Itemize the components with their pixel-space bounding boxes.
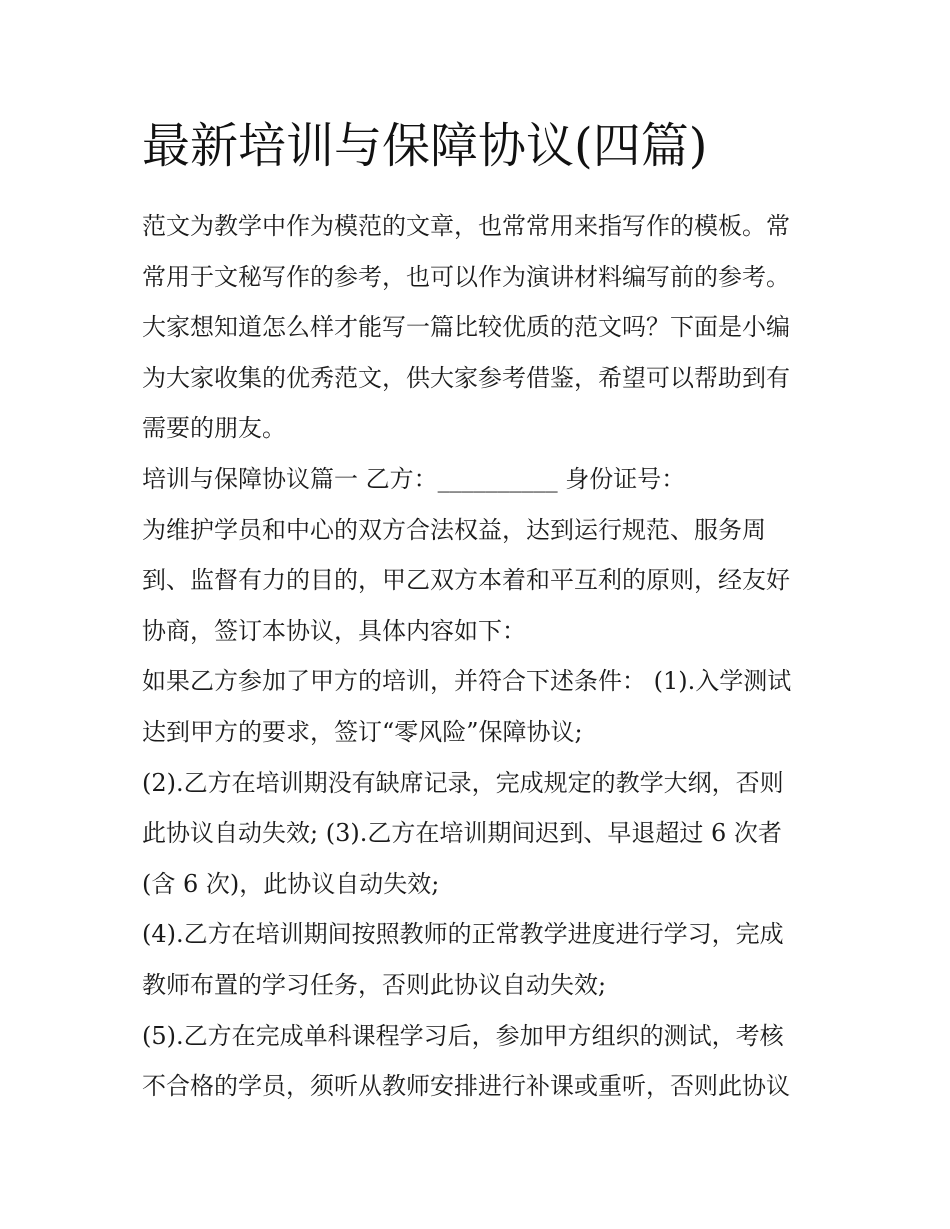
body-line: 为维护学员和中心的双方合法权益，达到运行规范、服务周 <box>142 515 766 544</box>
body-line: 达到甲方的要求，签订“零风险”保障协议; <box>142 717 583 746</box>
body-line: 培训与保障协议篇一 乙方：__________ 身份证号： <box>142 464 686 493</box>
body-line: (2).乙方在培训期没有缺席记录，完成规定的教学大纲，否则 <box>142 768 784 797</box>
body-line: 需要的朋友。 <box>142 414 286 443</box>
body-line: 为大家收集的优秀范文，供大家参考借鉴，希望可以帮助到有 <box>142 363 790 392</box>
body-line: (含 6 次)，此协议自动失效; <box>142 869 440 898</box>
body-line: 大家想知道怎么样才能写一篇比较优质的范文吗？下面是小编 <box>142 313 790 342</box>
body-line: 此协议自动失效; (3).乙方在培训期间迟到、早退超过 6 次者 <box>142 819 782 848</box>
document-body <box>142 201 814 1112</box>
body-line: (4).乙方在培训期间按照教师的正常教学进度进行学习，完成 <box>142 920 784 949</box>
body-line: 如果乙方参加了甲方的培训，并符合下述条件： (1).入学测试 <box>142 667 792 696</box>
body-line: (5).乙方在完成单科课程学习后，参加甲方组织的测试，考核 <box>142 1021 784 1050</box>
document-title: 最新培训与保障协议(四篇) <box>142 118 708 174</box>
body-line: 范文为教学中作为模范的文章，也常常用来指写作的模板。常 <box>142 212 790 240</box>
body-line: 到、监督有力的目的，甲乙双方本着和平互利的原则，经友好 <box>142 566 790 595</box>
body-line: 不合格的学员，须听从教师安排进行补课或重听，否则此协议 <box>142 1072 790 1101</box>
body-line: 协商，签订本协议，具体内容如下： <box>142 616 526 645</box>
body-line: 常用于文秘写作的参考，也可以作为演讲材料编写前的参考。 <box>142 262 790 291</box>
body-line: 教师布置的学习任务，否则此协议自动失效; <box>142 970 607 999</box>
